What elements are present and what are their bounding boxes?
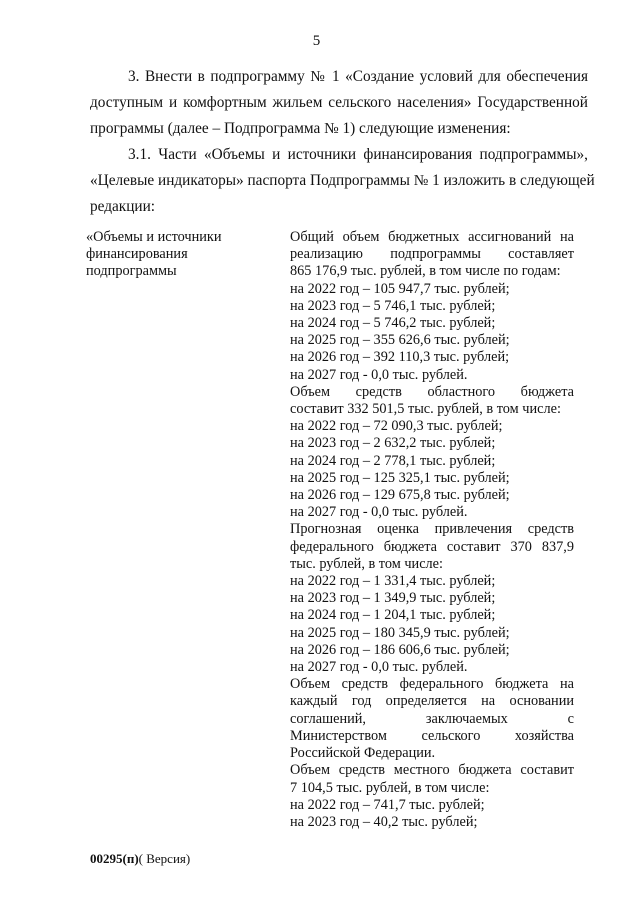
table-right-column [290, 229, 574, 831]
table-right-line: 865 176,9 тыс. рублей, в том числе по годам: [290, 263, 561, 280]
table-right-line: федерального бюджета составит 370 837,9 [290, 538, 574, 555]
table-left-line: финансирования [86, 246, 188, 263]
paragraph-line: «Целевые индикаторы» паспорта Подпрограммы № 1 изложить в следующей [90, 172, 595, 189]
table-right-line: на 2025 год – 125 325,1 тыс. рублей; [290, 469, 510, 486]
table-right-line: на 2025 год – 180 345,9 тыс. рублей; [290, 624, 510, 641]
table-right-line: Министерством сельского хозяйства [290, 727, 574, 744]
table-right-line: соглашений, заключаемых с [290, 710, 574, 727]
table-left-line: подпрограммы [86, 263, 177, 280]
document-footer-code [90, 851, 190, 867]
table-right-line: Российской Федерации. [290, 745, 436, 762]
table-right-line: Общий объем бюджетных ассигнований на [290, 229, 574, 245]
table-right-line: составит 332 501,5 тыс. рублей, в том числе: [290, 401, 561, 418]
table-right-line: на 2027 год - 0,0 тыс. рублей. [290, 504, 468, 521]
table-right-line: на 2023 год – 40,2 тыс. рублей; [290, 813, 478, 830]
table-right-line: на 2027 год - 0,0 тыс. рублей. [290, 366, 468, 383]
table-right-line: на 2022 год – 1 331,4 тыс. рублей; [290, 573, 496, 590]
table-right-line: на 2024 год – 1 204,1 тыс. рублей; [290, 607, 496, 624]
table-right-line: на 2025 год – 355 626,6 тыс. рублей; [290, 332, 510, 349]
paragraph-line: редакции: [90, 198, 156, 215]
table-right-line: 7 104,5 тыс. рублей, в том числе: [290, 779, 490, 796]
table-right-line: на 2027 год - 0,0 тыс. рублей. [290, 659, 468, 676]
table-right-line: на 2022 год – 72 090,3 тыс. рублей; [290, 418, 503, 435]
paragraph-line: 3.1. Части «Объемы и источники финансирования подпрограммы», [128, 146, 588, 163]
paragraph-line: доступным и комфортным жильем сельского населения» Государственной [90, 94, 588, 111]
table-right-line: на 2022 год – 741,7 тыс. рублей; [290, 796, 485, 813]
table-right-line: на 2023 год – 1 349,9 тыс. рублей; [290, 590, 496, 607]
table-right-line: Прогнозная оценка привлечения средств [290, 521, 574, 538]
table-right-line: каждый год определяется на основании [290, 693, 574, 710]
table-right-line: на 2023 год – 5 746,1 тыс. рублей; [290, 297, 496, 314]
table-right-line: на 2026 год – 186 606,6 тыс. рублей; [290, 641, 510, 658]
paragraph-line: программы (далее – Подпрограмма № 1) следующие изменения: [90, 120, 511, 137]
paragraph-amendment-3-1 [90, 142, 595, 220]
table-left-column [86, 229, 266, 281]
table-right-line: на 2026 год – 129 675,8 тыс. рублей; [290, 487, 510, 504]
table-right-line: Объем средств федерального бюджета на [290, 676, 574, 693]
table-left-line: «Объемы и источники [86, 229, 222, 245]
table-right-line: реализацию подпрограммы составляет [290, 246, 574, 263]
table-right-line: на 2022 год – 105 947,7 тыс. рублей; [290, 280, 510, 297]
page-number: 5 [312, 33, 321, 49]
table-right-line: Объем средств местного бюджета составит [290, 762, 574, 779]
paragraph-amendment-3 [90, 64, 588, 142]
footer-doc-number: 00295(п) [90, 851, 139, 866]
table-right-line: тыс. рублей, в том числе: [290, 555, 443, 572]
table-right-line: Объем средств областного бюджета [290, 383, 574, 400]
paragraph-line: 3. Внести в подпрограмму № 1 «Создание условий для обеспечения [128, 68, 588, 85]
table-right-line: на 2024 год – 2 778,1 тыс. рублей; [290, 452, 496, 469]
table-right-line: на 2024 год – 5 746,2 тыс. рублей; [290, 315, 496, 332]
table-right-line: на 2026 год – 392 110,3 тыс. рублей; [290, 349, 510, 366]
table-right-line: на 2023 год – 2 632,2 тыс. рублей; [290, 435, 496, 452]
footer-version: ( Версия) [138, 851, 191, 866]
